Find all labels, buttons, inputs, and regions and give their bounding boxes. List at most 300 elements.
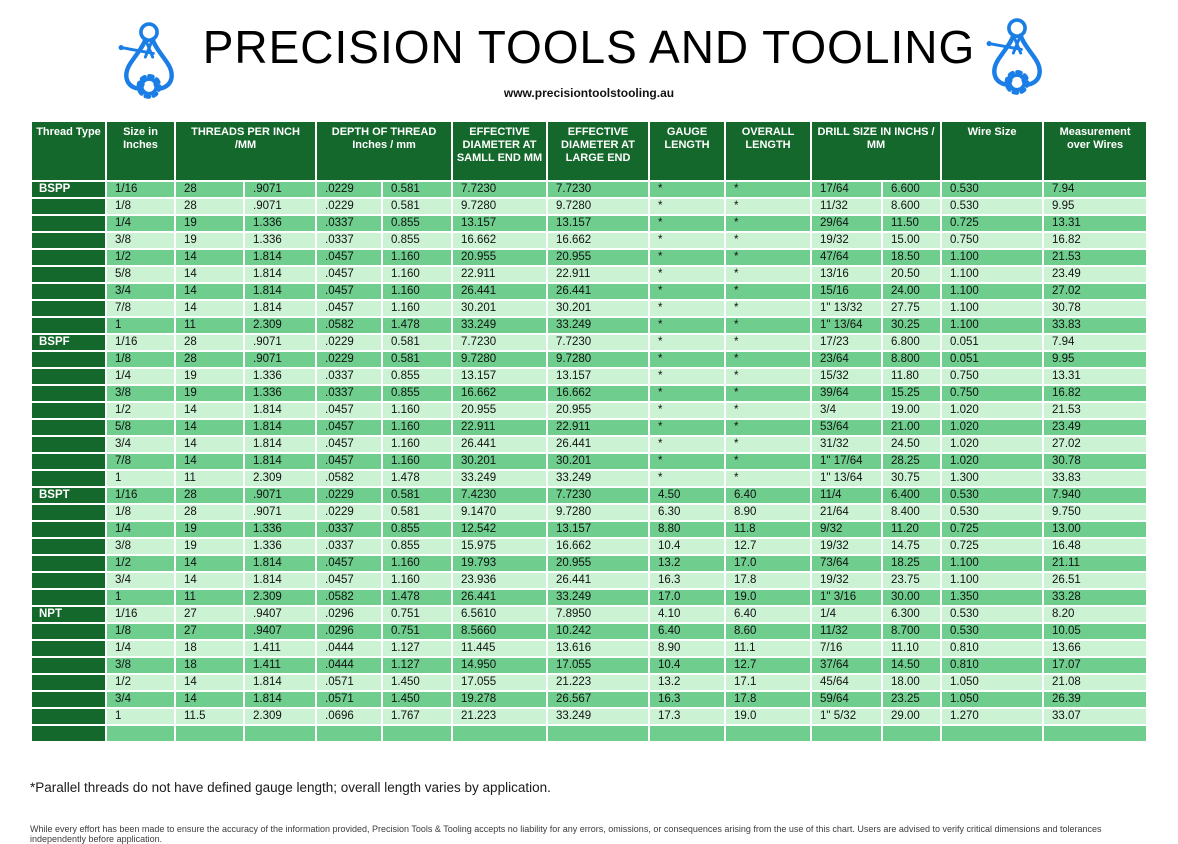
data-cell: 1.160 [383,454,451,469]
data-cell: .0457 [317,454,381,469]
data-cell: 1.050 [942,675,1042,690]
data-cell: 17/23 [812,335,881,350]
data-cell: 1/4 [107,369,174,384]
data-cell: 1" 5/32 [812,709,881,724]
data-cell: 17.0 [726,556,810,571]
data-cell: 18.00 [883,675,940,690]
data-cell: 3/8 [107,386,174,401]
data-cell: 1.160 [383,573,451,588]
data-cell: 28 [176,335,243,350]
data-cell: 0.581 [383,488,451,503]
data-cell: 9.7280 [548,199,648,214]
data-cell: 7.94 [1044,335,1146,350]
data-cell: 10.05 [1044,624,1146,639]
data-cell: * [650,420,724,435]
data-cell: 9.95 [1044,199,1146,214]
table-row [32,199,1146,214]
data-cell: 28 [176,505,243,520]
data-cell: 9.7280 [453,352,546,367]
data-cell: 1 [107,318,174,333]
data-cell: 37/64 [812,658,881,673]
data-cell: .0696 [317,709,381,724]
data-cell: * [650,182,724,197]
data-cell: 13.157 [548,522,648,537]
data-cell: 14 [176,250,243,265]
thread-type-cell [32,573,105,588]
data-cell: 1.336 [245,216,315,231]
column-header: OVERALL LENGTH [726,122,810,180]
data-cell: 1.100 [942,318,1042,333]
data-cell: .0337 [317,539,381,554]
data-cell: 7.940 [1044,488,1146,503]
data-cell: 8.800 [883,352,940,367]
data-cell: 1.160 [383,284,451,299]
data-cell: 13.2 [650,556,724,571]
data-cell: 1.450 [383,675,451,690]
data-cell: 1" 13/64 [812,471,881,486]
data-cell [942,726,1042,741]
data-cell: 14.75 [883,539,940,554]
data-cell: 9.1470 [453,505,546,520]
table-row [32,624,1146,639]
data-cell: 4.10 [650,607,724,622]
data-cell: * [726,318,810,333]
data-cell: 23/64 [812,352,881,367]
data-cell: 3/8 [107,539,174,554]
data-cell [883,726,940,741]
table-row [32,709,1146,724]
data-cell: 26.441 [548,573,648,588]
table-row [32,658,1146,673]
thread-type-cell [32,233,105,248]
table-row [32,590,1146,605]
thread-type-cell [32,658,105,673]
data-cell: .0457 [317,403,381,418]
thread-type-cell [32,590,105,605]
data-cell: 26.441 [548,437,648,452]
data-cell: 33.249 [548,590,648,605]
thread-type-cell [32,726,105,741]
data-cell: 16.662 [548,386,648,401]
data-cell: 1.814 [245,284,315,299]
data-cell: 14 [176,437,243,452]
data-cell: 5/8 [107,267,174,282]
data-cell: 19.0 [726,590,810,605]
table-row [32,318,1146,333]
data-cell: 19 [176,216,243,231]
data-cell: 2.309 [245,471,315,486]
data-cell: 18 [176,641,243,656]
data-cell: 14.50 [883,658,940,673]
data-cell: 1.336 [245,539,315,554]
data-cell: 14 [176,556,243,571]
data-cell: 19 [176,539,243,554]
data-cell: 0.750 [942,369,1042,384]
data-cell: 13/16 [812,267,881,282]
thread-type-cell [32,267,105,282]
column-header: GAUGE LENGTH [650,122,724,180]
thread-type-cell [32,318,105,333]
data-cell: .0229 [317,488,381,503]
data-cell: 33.249 [453,471,546,486]
data-cell: 1" 13/32 [812,301,881,316]
data-cell: 0.530 [942,488,1042,503]
data-cell: 0.855 [383,233,451,248]
data-cell: 18.25 [883,556,940,571]
data-cell: 11.1 [726,641,810,656]
data-cell: 30.201 [548,301,648,316]
thread-type-cell [32,709,105,724]
data-cell: 6.30 [650,505,724,520]
data-cell: 1.814 [245,267,315,282]
data-cell: 19.793 [453,556,546,571]
column-header: EFFECTIVE DIAMETER AT LARGE END [548,122,648,180]
thread-type-cell [32,403,105,418]
thread-type-cell [32,641,105,656]
data-cell: 11.20 [883,522,940,537]
table-row [32,301,1146,316]
data-cell: .0444 [317,641,381,656]
data-cell: 1.814 [245,420,315,435]
data-cell: 27.02 [1044,284,1146,299]
data-cell: .9407 [245,607,315,622]
data-cell: 19/32 [812,233,881,248]
data-cell: 29.00 [883,709,940,724]
data-cell: 0.725 [942,522,1042,537]
table-row [32,692,1146,707]
data-cell: * [650,386,724,401]
thread-type-cell [32,505,105,520]
data-cell: 33.83 [1044,318,1146,333]
data-cell: 0.725 [942,216,1042,231]
table-row [32,675,1146,690]
data-cell: 1.160 [383,403,451,418]
data-cell: 13.31 [1044,369,1146,384]
data-cell: 19/32 [812,573,881,588]
data-cell [726,726,810,741]
data-cell: 1.767 [383,709,451,724]
data-cell: * [726,182,810,197]
thread-type-cell: BSPP [32,182,105,197]
data-cell: 7.4230 [453,488,546,503]
thread-type-cell [32,675,105,690]
data-cell: 1" 17/64 [812,454,881,469]
data-cell: * [650,454,724,469]
data-cell: 0.855 [383,369,451,384]
data-cell: .0571 [317,675,381,690]
data-cell: 0.581 [383,335,451,350]
data-cell: 30.75 [883,471,940,486]
data-cell: .9071 [245,182,315,197]
data-cell: .0582 [317,590,381,605]
thread-type-cell [32,352,105,367]
data-cell: 13.157 [548,216,648,231]
data-cell: 1.100 [942,250,1042,265]
data-cell: 14.950 [453,658,546,673]
table-row [32,284,1146,299]
data-cell: .0457 [317,301,381,316]
data-cell: 22.911 [548,267,648,282]
data-cell: * [650,403,724,418]
table-header-row [32,122,1146,180]
data-cell: 14 [176,454,243,469]
data-cell: * [650,318,724,333]
data-cell: .9071 [245,352,315,367]
data-cell: .0337 [317,233,381,248]
data-cell: 30.201 [548,454,648,469]
data-cell: 16.3 [650,573,724,588]
data-cell: * [650,284,724,299]
data-cell: 3/8 [107,658,174,673]
data-cell: 0.051 [942,352,1042,367]
data-cell: 8.5660 [453,624,546,639]
data-cell: 1.478 [383,471,451,486]
data-cell: 1/16 [107,335,174,350]
table-row [32,369,1146,384]
table-row [32,573,1146,588]
data-cell: 16.82 [1044,233,1146,248]
data-cell: 21.00 [883,420,940,435]
column-header: THREADS PER INCH /MM [176,122,315,180]
data-cell: * [726,437,810,452]
data-cell: .0457 [317,284,381,299]
data-cell: 1.100 [942,573,1042,588]
data-cell: 1/4 [107,641,174,656]
data-cell: 1.814 [245,403,315,418]
data-cell: 17.1 [726,675,810,690]
data-cell: * [650,369,724,384]
data-cell: 26.51 [1044,573,1146,588]
data-cell: 13.157 [453,369,546,384]
data-cell: 2.309 [245,590,315,605]
column-header: DRILL SIZE IN INCHS / MM [812,122,940,180]
table-row [32,488,1146,503]
data-cell: .0229 [317,182,381,197]
data-cell: 1/2 [107,250,174,265]
data-cell: 39/64 [812,386,881,401]
data-cell: 0.530 [942,607,1042,622]
data-cell: 14 [176,403,243,418]
data-cell: 20.955 [453,250,546,265]
data-cell: 1" 3/16 [812,590,881,605]
data-cell: 12.7 [726,539,810,554]
data-cell: 17.0 [650,590,724,605]
data-cell: 13.00 [1044,522,1146,537]
data-cell: 33.249 [548,471,648,486]
data-cell: 33.28 [1044,590,1146,605]
thread-type-cell [32,692,105,707]
data-cell [453,726,546,741]
data-cell: 0.051 [942,335,1042,350]
data-cell: 27.02 [1044,437,1146,452]
table-row [32,403,1146,418]
data-cell: 21.223 [453,709,546,724]
data-cell: 26.567 [548,692,648,707]
data-cell: 17.3 [650,709,724,724]
data-cell: 1.336 [245,522,315,537]
data-cell [383,726,451,741]
data-cell: * [726,352,810,367]
data-cell: 15.25 [883,386,940,401]
table-row [32,352,1146,367]
data-cell: 24.00 [883,284,940,299]
table-row [32,522,1146,537]
column-header: Size in Inches [107,122,174,180]
data-cell: 1.814 [245,437,315,452]
table-row [32,641,1146,656]
data-cell: 7/8 [107,454,174,469]
thread-type-cell [32,301,105,316]
data-cell: * [726,267,810,282]
data-cell: 6.300 [883,607,940,622]
data-cell: 0.581 [383,182,451,197]
data-cell: * [726,216,810,231]
data-cell: 13.31 [1044,216,1146,231]
data-cell: 13.157 [548,369,648,384]
data-cell: * [650,216,724,231]
data-cell: 1.336 [245,386,315,401]
data-cell: 26.39 [1044,692,1146,707]
data-cell: 6.40 [726,607,810,622]
data-cell: 33.249 [548,709,648,724]
data-cell: 14 [176,301,243,316]
data-cell: * [650,199,724,214]
data-cell: * [650,352,724,367]
data-cell: 1.814 [245,692,315,707]
data-cell: 30.78 [1044,454,1146,469]
data-cell: 30.00 [883,590,940,605]
thread-type-cell [32,420,105,435]
data-cell: .0457 [317,420,381,435]
data-cell: 3/4 [107,573,174,588]
data-cell: 1.270 [942,709,1042,724]
data-cell: 21.11 [1044,556,1146,571]
data-cell: 16.662 [548,539,648,554]
data-cell: 1.020 [942,437,1042,452]
data-cell: 16.662 [453,386,546,401]
data-cell: 13.2 [650,675,724,690]
data-cell: 1.100 [942,267,1042,282]
data-cell: 1.020 [942,403,1042,418]
data-cell: 1/16 [107,182,174,197]
data-cell: * [726,403,810,418]
table-row [32,726,1146,741]
data-cell: 7/8 [107,301,174,316]
data-cell: * [726,335,810,350]
data-cell: .9071 [245,505,315,520]
thread-type-cell [32,284,105,299]
data-cell: 30.201 [453,301,546,316]
data-cell: 6.40 [650,624,724,639]
data-cell: 9.7280 [453,199,546,214]
data-cell: 1.814 [245,675,315,690]
data-cell: 20.955 [548,556,648,571]
data-cell: 16.48 [1044,539,1146,554]
data-cell: 11 [176,471,243,486]
data-cell: 0.725 [942,539,1042,554]
data-cell: 1/2 [107,403,174,418]
data-cell: 11.80 [883,369,940,384]
data-cell: 1.160 [383,301,451,316]
data-cell: 1.450 [383,692,451,707]
data-cell: 22.911 [453,420,546,435]
data-cell: 31/32 [812,437,881,452]
data-cell: 17.055 [453,675,546,690]
data-cell: 16.662 [453,233,546,248]
data-cell: 7.94 [1044,182,1146,197]
thread-type-cell [32,539,105,554]
data-cell: * [726,454,810,469]
data-cell: .0571 [317,692,381,707]
data-cell: 0.751 [383,624,451,639]
page-title: PRECISION TOOLS AND TOOLING [202,21,976,73]
data-cell: 11/32 [812,199,881,214]
data-cell: 1/2 [107,675,174,690]
data-cell: 9.95 [1044,352,1146,367]
data-cell: 1/8 [107,624,174,639]
data-cell: 22.911 [548,420,648,435]
data-cell: 6.5610 [453,607,546,622]
data-cell: 10.4 [650,658,724,673]
data-cell: 11.445 [453,641,546,656]
thread-type-cell [32,454,105,469]
data-cell: * [650,471,724,486]
data-cell: 1 [107,709,174,724]
data-cell: 0.810 [942,658,1042,673]
data-cell: * [726,199,810,214]
data-cell: .0457 [317,556,381,571]
data-cell: 3/4 [107,284,174,299]
data-cell: 17.07 [1044,658,1146,673]
column-header: Wire Size [942,122,1042,180]
data-cell: 21.53 [1044,403,1146,418]
data-cell: 13.66 [1044,641,1146,656]
data-cell: 6.600 [883,182,940,197]
data-cell: 8.400 [883,505,940,520]
data-cell: 1/2 [107,556,174,571]
data-cell: 0.530 [942,199,1042,214]
data-cell: 33.249 [548,318,648,333]
data-cell: 28 [176,488,243,503]
data-cell: 14 [176,284,243,299]
data-cell [317,726,381,741]
thread-type-cell [32,624,105,639]
data-cell: 21.223 [548,675,648,690]
data-cell: * [726,284,810,299]
data-cell: 1.336 [245,369,315,384]
table-row [32,539,1146,554]
data-cell: 7.7230 [548,335,648,350]
data-cell: .0457 [317,267,381,282]
data-cell: * [650,267,724,282]
data-cell: * [650,250,724,265]
data-cell: 19.0 [726,709,810,724]
data-cell: 73/64 [812,556,881,571]
table-row [32,335,1146,350]
data-cell: 10.4 [650,539,724,554]
data-cell: 14 [176,420,243,435]
data-cell: * [726,233,810,248]
data-cell: 1.814 [245,454,315,469]
data-cell: 30.25 [883,318,940,333]
column-header: EFFECTIVE DIAMETER AT SAMLL END MM [453,122,546,180]
table-row [32,556,1146,571]
data-cell: * [650,335,724,350]
data-cell: 15/32 [812,369,881,384]
data-cell: 2.309 [245,709,315,724]
data-cell: 29/64 [812,216,881,231]
data-cell: .0337 [317,386,381,401]
